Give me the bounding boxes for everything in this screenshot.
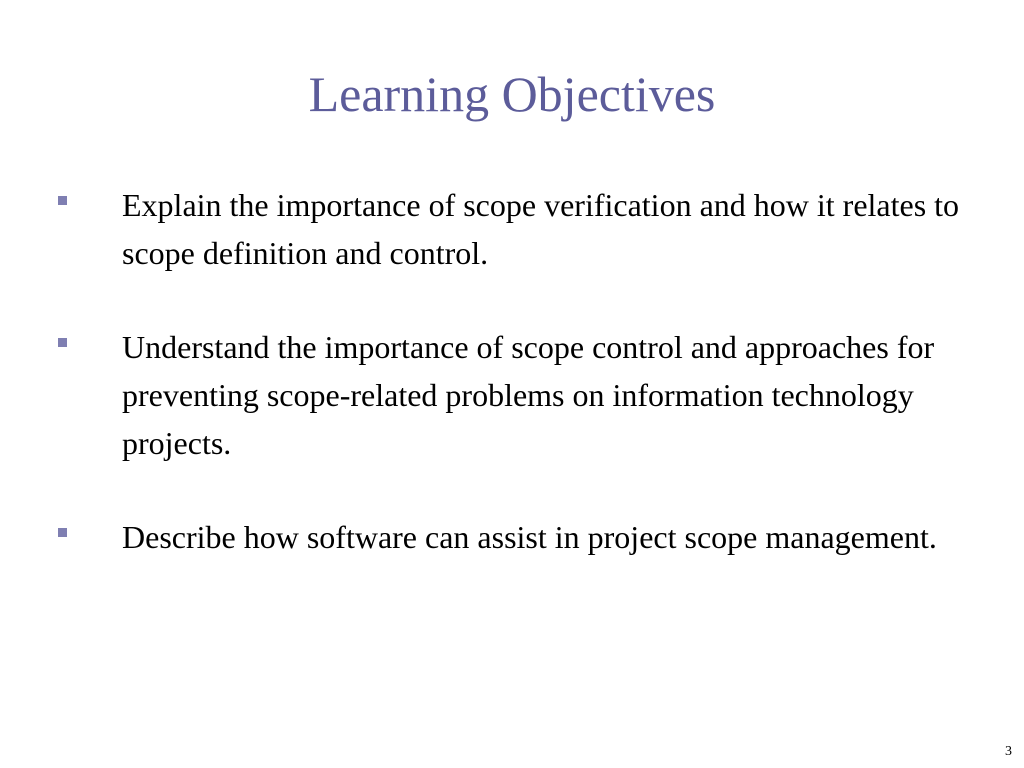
list-item — [0, 513, 1024, 561]
square-bullet-icon — [58, 338, 67, 347]
square-bullet-icon — [58, 196, 67, 205]
slide-title: Learning Objectives — [308, 66, 716, 122]
page-number: 3 — [1005, 744, 1012, 759]
bullet-text: Understand the importance of scope control and approaches for preventing scope-related problems on information technology projects. — [122, 329, 935, 461]
square-bullet-icon — [58, 528, 67, 537]
bullet-text: Explain the importance of scope verification and how it relates to scope definition and control. — [122, 187, 960, 271]
objectives-list — [0, 181, 1024, 607]
bullet-text: Describe how software can assist in project scope management. — [122, 519, 937, 555]
list-item — [0, 181, 1024, 277]
list-item — [0, 323, 1024, 467]
